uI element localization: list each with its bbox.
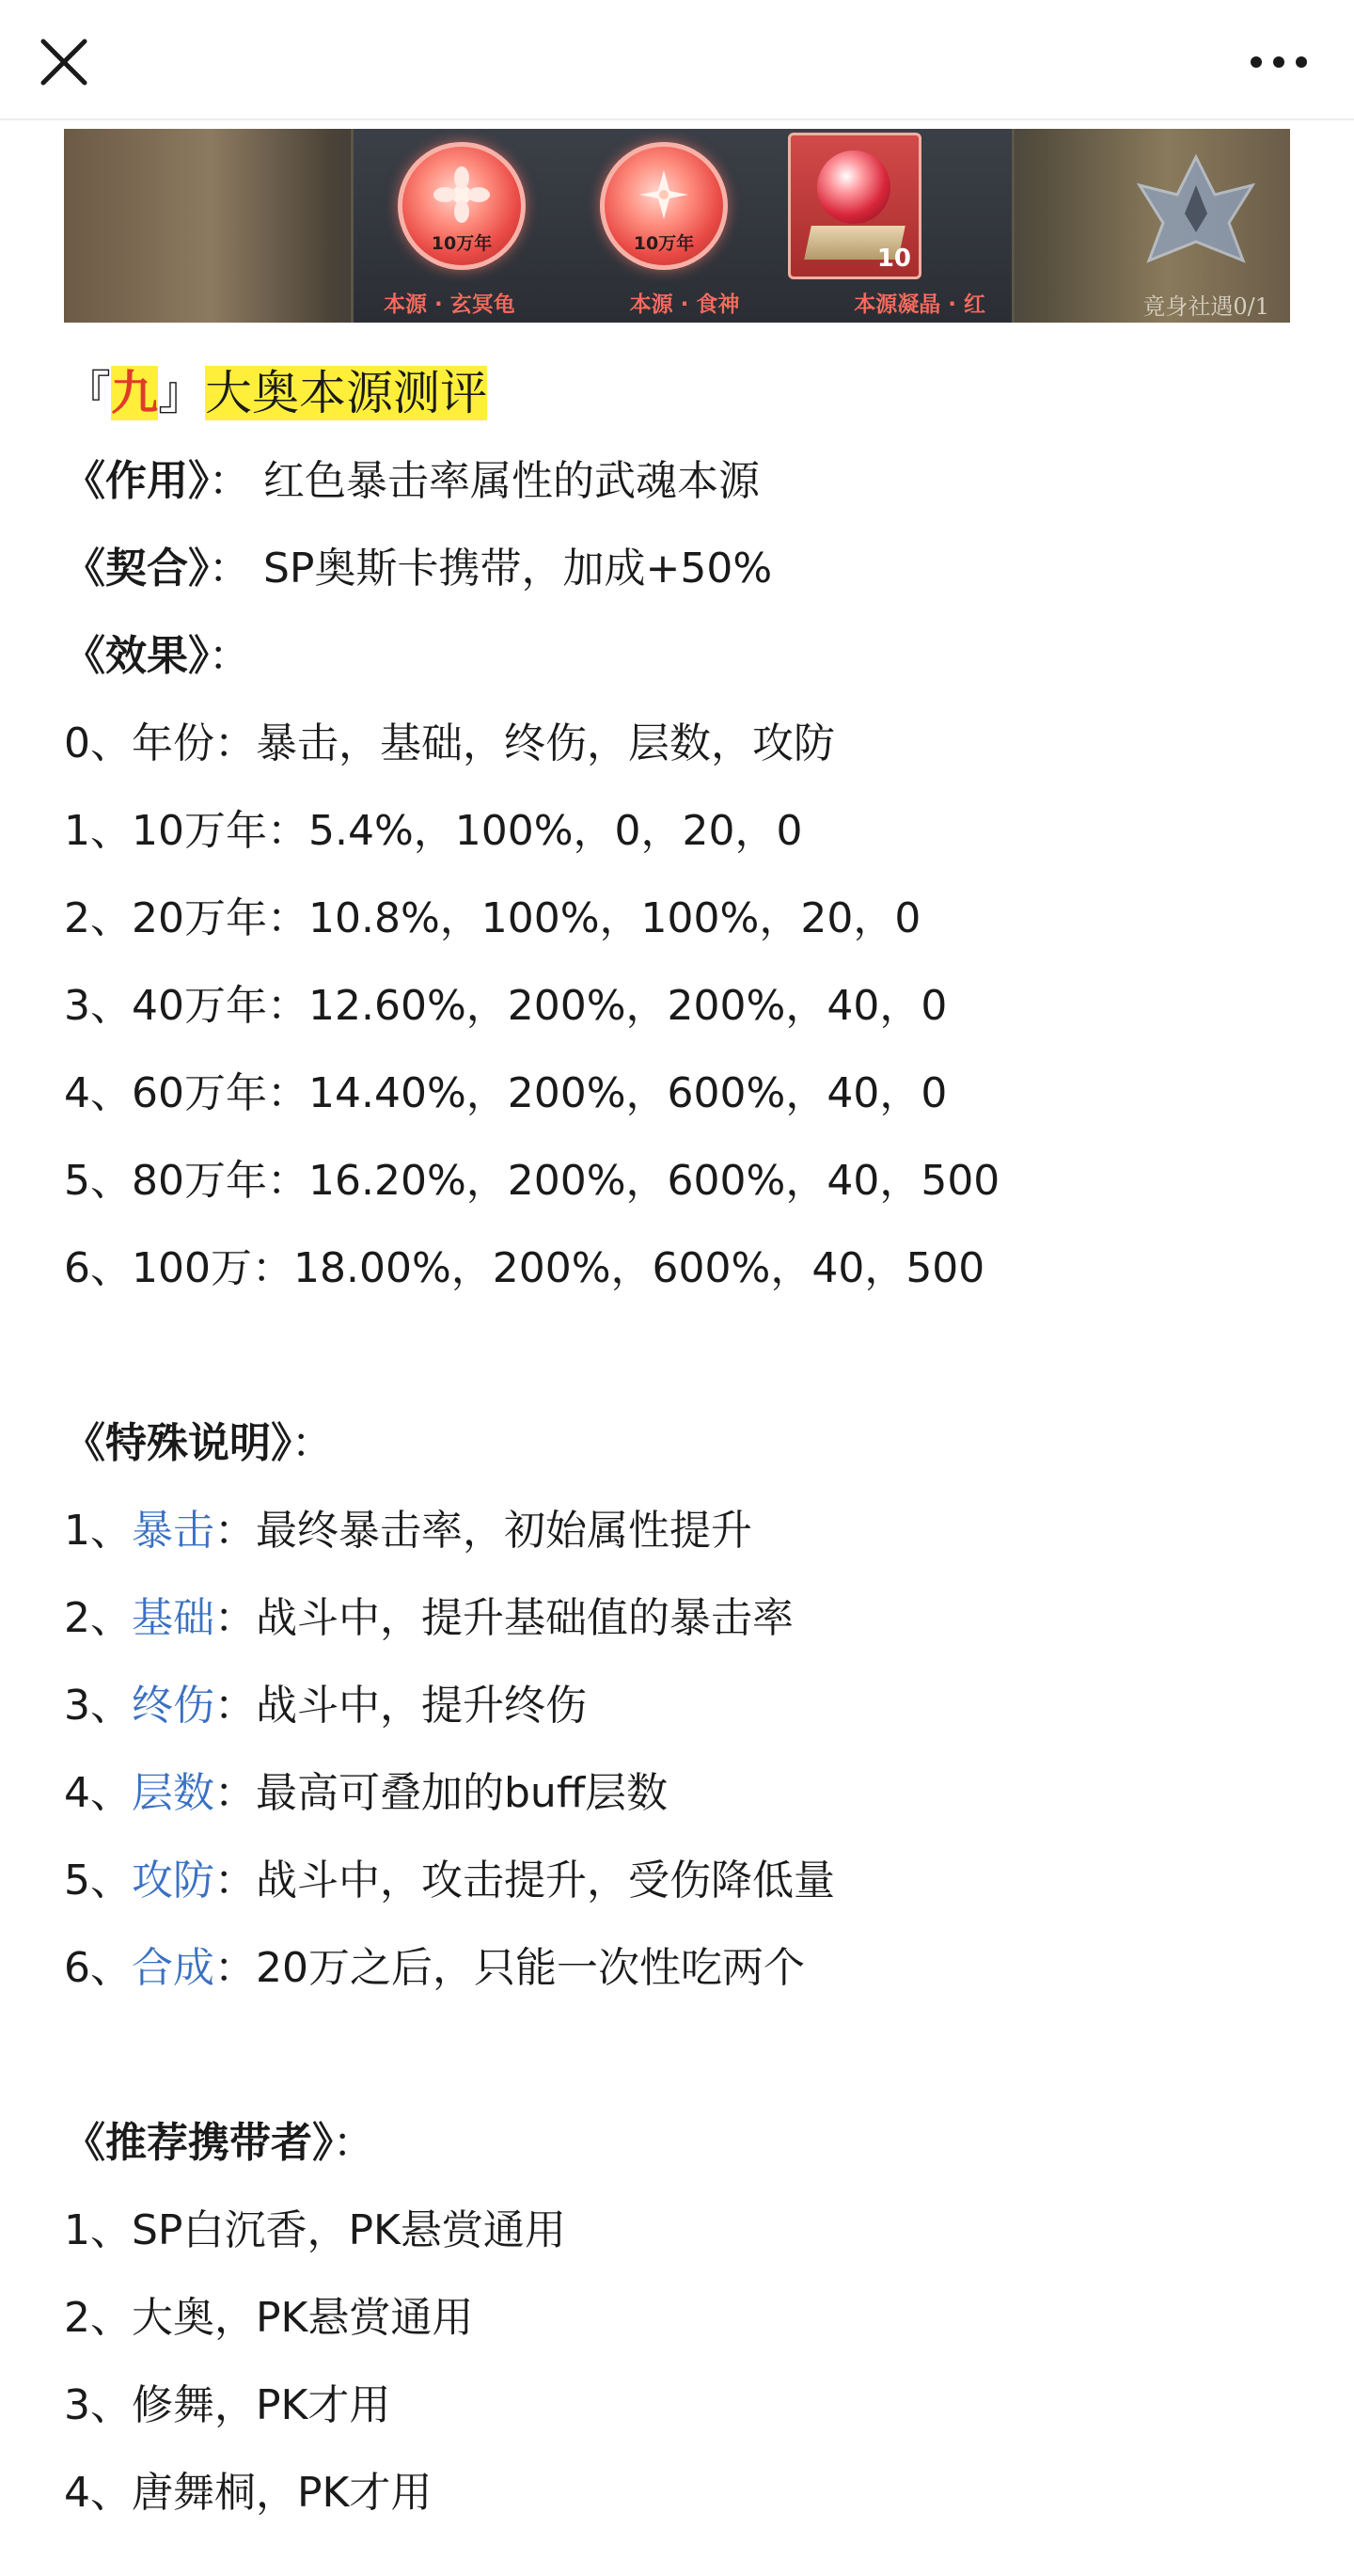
separator: ： — [333, 2119, 374, 2167]
special-row — [64, 1662, 1305, 1749]
effect-row: 5、80万年：16.20%，200%，600%，40，500 — [64, 1157, 1000, 1205]
role-text: 红色暴击率属性的武魂本源 — [263, 457, 760, 505]
flower-icon — [433, 166, 490, 223]
title-bracket-open: 『 — [64, 366, 111, 420]
recommend-label: 《推荐携带者》 — [64, 2119, 333, 2167]
title-text: 大奥本源测评 — [205, 366, 487, 420]
term-link[interactable]: 基础 — [132, 1594, 214, 1642]
row-text: ：最高可叠加的buff层数 — [214, 1769, 669, 1817]
spacer — [64, 2012, 1305, 2099]
term-link[interactable]: 攻防 — [132, 1857, 214, 1904]
fit-text: SP奥斯卡携带，加成+50% — [263, 545, 773, 593]
effect-row: 2、20万年：10.8%，100%，100%，20，0 — [64, 894, 921, 942]
effect-row: 6、100万：18.00%，200%，600%，40，500 — [64, 1244, 985, 1292]
top-navigation-bar — [0, 0, 1354, 120]
row-text: ：最终暴击率，初始属性提升 — [214, 1507, 752, 1555]
orb-age-label: 10万年 — [431, 233, 493, 254]
row-number: 2、 — [64, 1594, 132, 1642]
banner-label-1: 本源 · 玄冥龟 — [384, 292, 515, 317]
effect-row: 0、年份：暴击，基础，终伤，层数，攻防 — [64, 719, 835, 767]
special-row — [64, 1924, 1305, 2012]
special-row — [64, 1837, 1305, 1924]
term-link[interactable]: 合成 — [132, 1944, 214, 1992]
origin-shishen-orb — [600, 142, 728, 270]
red-gem-icon — [817, 150, 890, 224]
fit-label: 《契合》 — [64, 545, 209, 593]
close-icon — [38, 36, 90, 88]
crown-emblem-icon — [1130, 148, 1262, 279]
title-bracket-close: 』 — [158, 366, 205, 420]
separator: ： — [209, 545, 250, 593]
orb-age-label: 10万年 — [633, 233, 695, 254]
row-number: 3、 — [64, 1682, 132, 1730]
more-dots-icon — [1249, 55, 1309, 70]
effect-row: 3、40万年：12.60%，200%，200%，40，0 — [64, 982, 948, 1030]
row-number: 1、 — [64, 1507, 132, 1555]
row-text: ：战斗中，提升基础值的暴击率 — [214, 1594, 794, 1642]
origin-crystal-red-card — [788, 133, 921, 279]
spacer — [64, 1312, 1305, 1399]
item-count: 10 — [876, 245, 911, 273]
article-title — [64, 350, 1305, 437]
special-row — [64, 1487, 1305, 1574]
term-link[interactable]: 终伤 — [132, 1682, 214, 1730]
separator: ： — [209, 632, 250, 680]
row-text: ：战斗中，攻击提升，受伤降低量 — [214, 1857, 835, 1904]
article-body — [64, 350, 1305, 2536]
banner-label-2: 本源 · 食神 — [629, 292, 740, 317]
row-text: ：战斗中，提升终伤 — [214, 1682, 587, 1730]
recommend-row: 2、大奥，PK悬赏通用 — [64, 2294, 474, 2342]
origin-xuanminggui-orb — [398, 142, 526, 270]
effect-row: 1、10万年：5.4%，100%，0，20，0 — [64, 807, 803, 855]
term-link[interactable]: 暴击 — [132, 1507, 214, 1555]
role-label: 《作用》 — [64, 457, 209, 505]
separator: ： — [291, 1419, 333, 1467]
row-number: 4、 — [64, 1769, 132, 1817]
flower-icon — [636, 166, 692, 223]
banner-corner-text: 竟身社遇0/1 — [1142, 293, 1269, 320]
recommend-row: 1、SP白沉香，PK悬赏通用 — [64, 2206, 566, 2254]
special-row — [64, 1574, 1305, 1662]
separator: ： — [209, 457, 250, 505]
effect-heading — [64, 612, 1305, 700]
role-line — [64, 437, 1305, 525]
row-number: 5、 — [64, 1857, 132, 1904]
term-link[interactable]: 层数 — [132, 1769, 214, 1817]
more-options-button[interactable] — [1241, 28, 1316, 96]
article-banner-image — [64, 129, 1290, 323]
title-number: 九 — [111, 366, 158, 420]
effect-row: 4、60万年：14.40%，200%，600%，40，0 — [64, 1069, 948, 1117]
effect-label: 《效果》 — [64, 632, 209, 680]
special-label: 《特殊说明》 — [64, 1419, 291, 1467]
recommend-row: 4、唐舞桐，PK才用 — [64, 2469, 433, 2517]
close-button[interactable] — [30, 28, 98, 96]
banner-item-labels — [384, 287, 985, 319]
special-row — [64, 1749, 1305, 1837]
special-heading — [64, 1399, 1305, 1487]
recommend-heading — [64, 2099, 1305, 2187]
banner-label-3: 本源凝晶 · 红 — [854, 292, 985, 317]
fit-line — [64, 525, 1305, 612]
row-text: ：20万之后，只能一次性吃两个 — [214, 1944, 805, 1992]
row-number: 6、 — [64, 1944, 132, 1992]
recommend-row: 3、修舞，PK才用 — [64, 2381, 391, 2429]
